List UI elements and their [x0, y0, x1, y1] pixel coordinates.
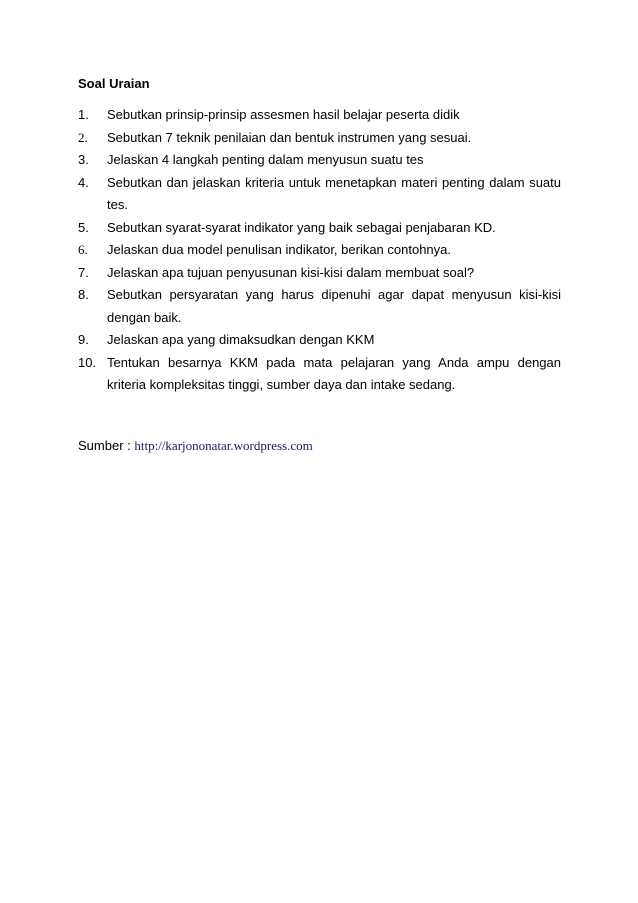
item-text: Jelaskan dua model penulisan indikator, berikan contohnya. [107, 242, 452, 257]
list-item [78, 127, 561, 150]
list-item [78, 239, 561, 262]
item-text: Sebutkan 7 teknik penilaian dan bentuk instrumen yang sesuai. [107, 129, 472, 145]
list-item [78, 262, 561, 285]
source-label: Sumber : [78, 438, 135, 453]
item-text: Jelaskan apa tujuan penyusunan kisi-kisi dalam membuat soal? [107, 264, 475, 280]
item-text: Jelaskan apa yang dimaksudkan dengan KKM [107, 332, 375, 347]
item-text: Sebutkan persyaratan yang harus dipenuhi agar dapat menyusun kisi-kisi dengan baik. [107, 287, 561, 325]
list-item [78, 352, 561, 397]
list-item [78, 217, 561, 240]
item-number: 7. [78, 264, 89, 280]
list-item [78, 284, 561, 329]
item-number: 1. [78, 107, 89, 122]
item-number: 9. [78, 332, 89, 347]
item-number: 3. [78, 152, 89, 167]
item-number: 2. [78, 129, 88, 145]
item-text: Sebutkan prinsip-prinsip assesmen hasil belajar peserta didik [107, 107, 460, 122]
item-number: 10. [78, 354, 97, 370]
item-text: Sebutkan syarat-syarat indikator yang baik sebagai penjabaran KD. [107, 219, 496, 235]
list-item [78, 149, 561, 172]
list-item [78, 172, 561, 217]
source-link[interactable]: http://karjononatar.wordpress.com [134, 438, 313, 453]
item-number: 6. [78, 242, 88, 257]
item-text: Sebutkan dan jelaskan kriteria untuk menetapkan materi penting dalam suatu tes. [107, 174, 561, 212]
item-number: 5. [78, 219, 89, 235]
document-title: Soal Uraian [78, 76, 150, 91]
source-line [78, 438, 313, 454]
item-text: Jelaskan 4 langkah penting dalam menyusun suatu tes [107, 152, 424, 167]
item-number: 4. [78, 174, 89, 190]
item-number: 8. [78, 287, 89, 302]
question-list [78, 104, 561, 397]
item-text: Tentukan besarnya KKM pada mata pelajaran yang Anda ampu dengan kriteria kompleksitas tinggi, sumber daya dan intake sedang. [107, 354, 561, 392]
list-item [78, 329, 561, 352]
list-item [78, 104, 561, 127]
